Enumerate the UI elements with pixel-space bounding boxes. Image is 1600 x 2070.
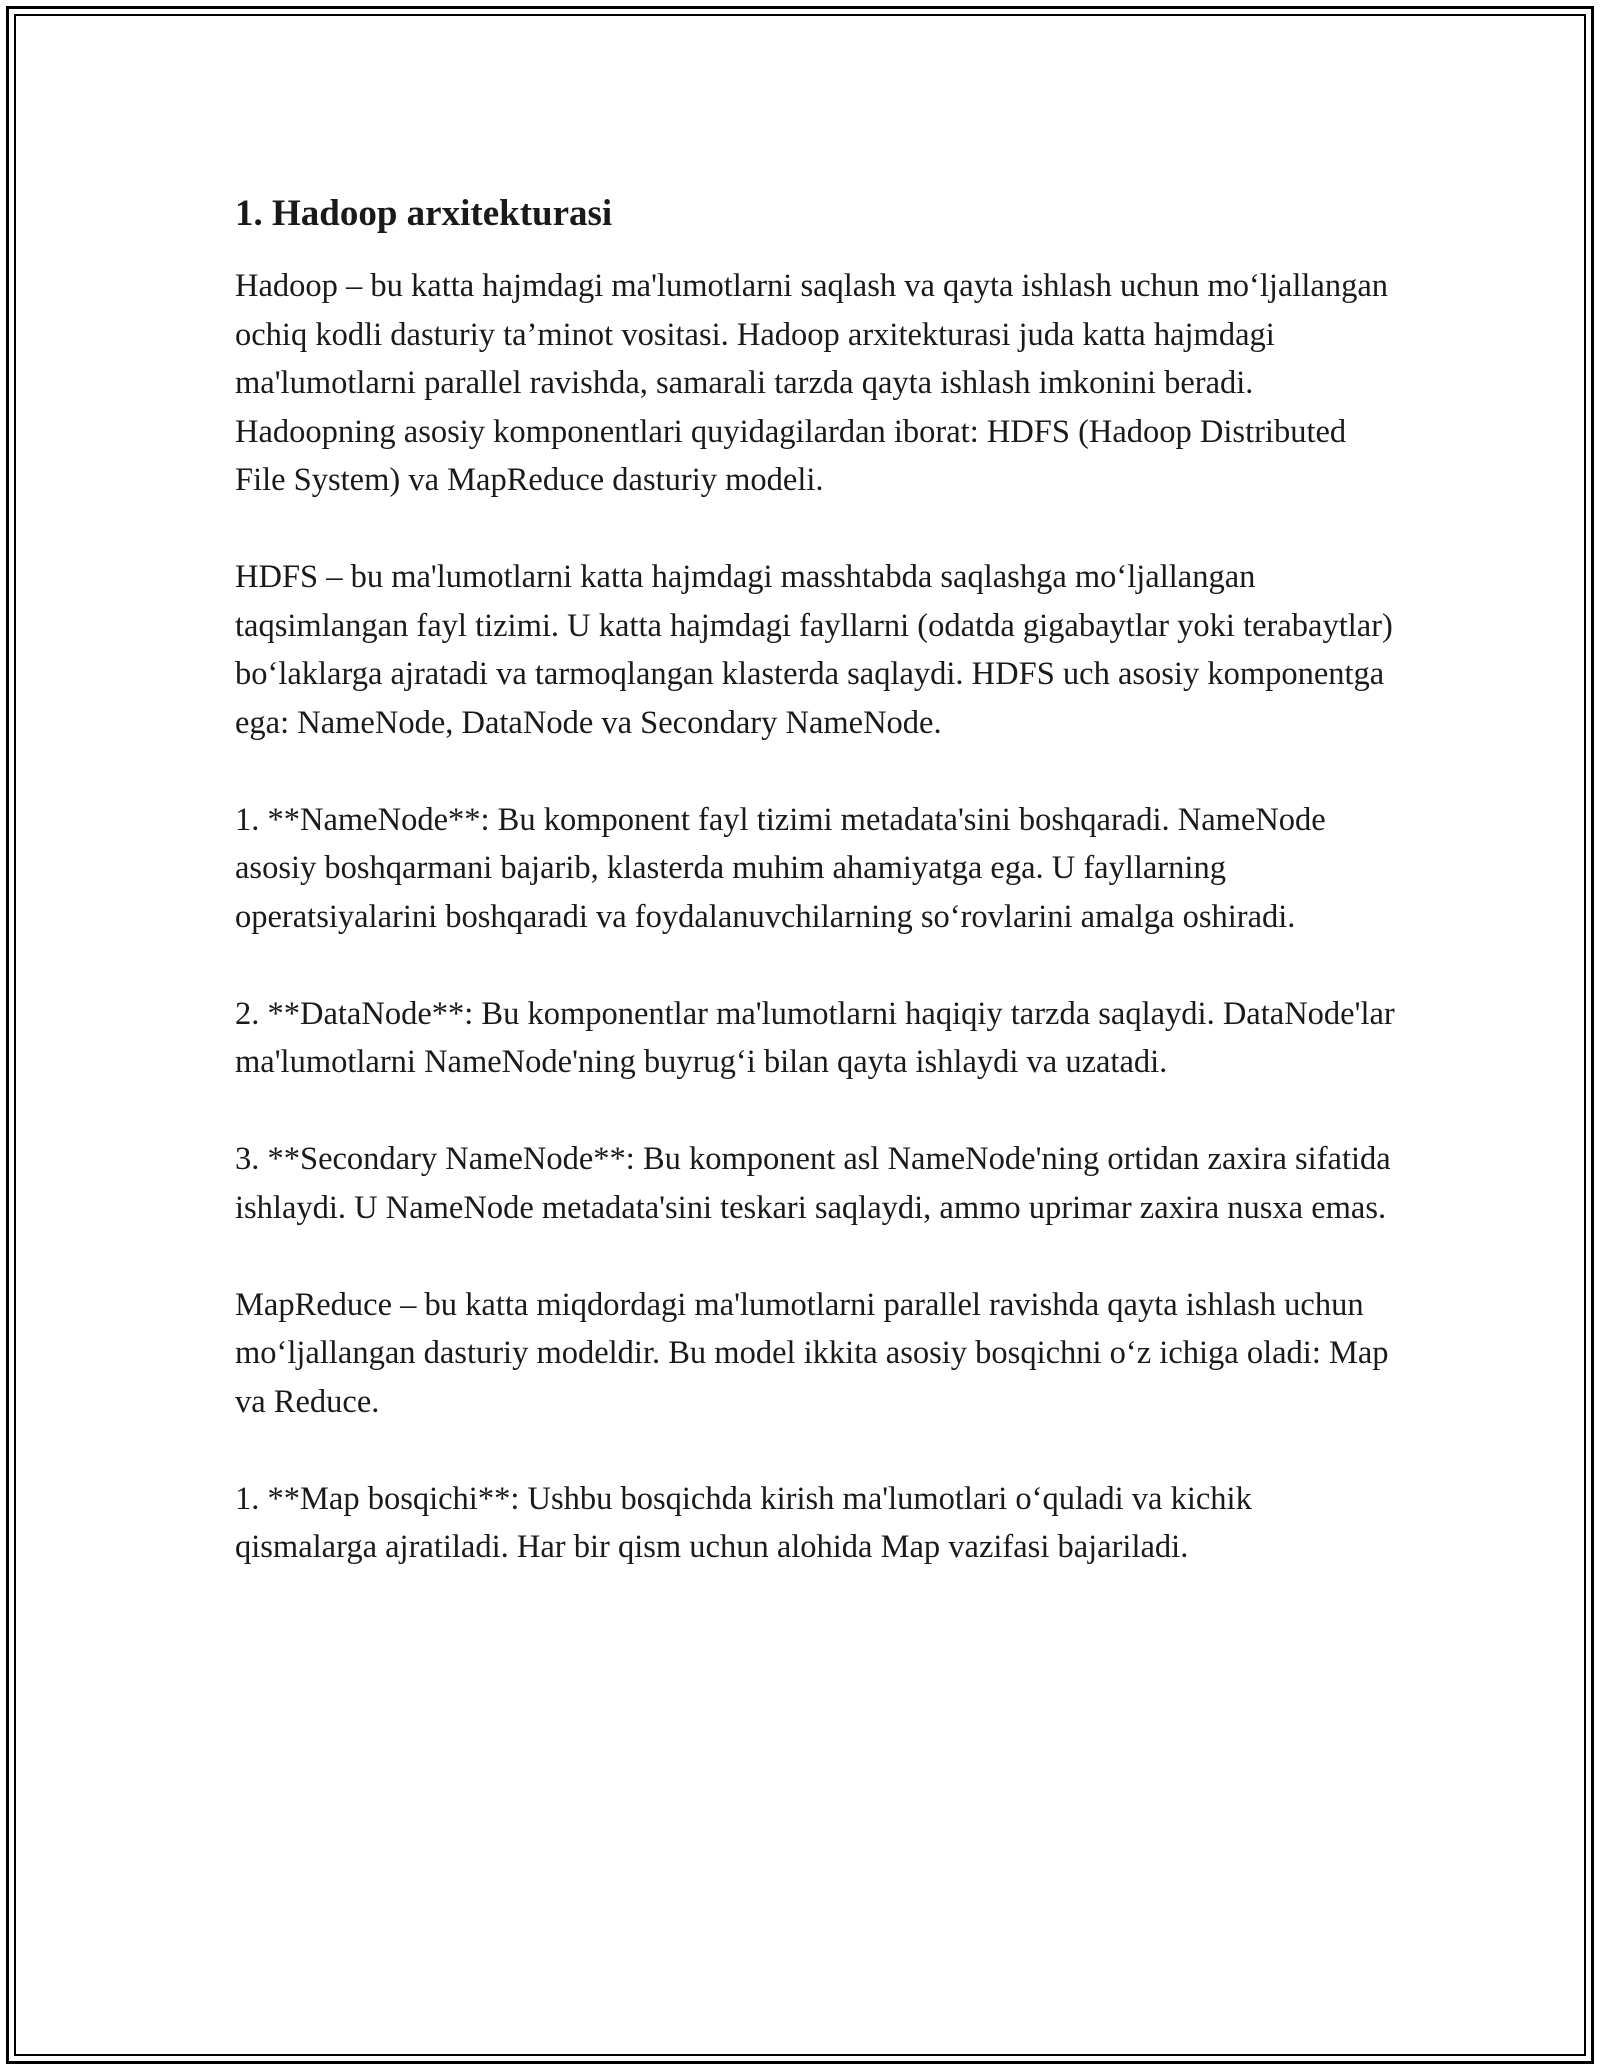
paragraph-map-stage: 1. **Map bosqichi**: Ushbu bosqichda kirish ma'lumotlari o‘quladi va kichik qismalarga ajratiladi. Har bir qism uchun alohida Map vazifasi bajariladi. [235,1480,1252,1565]
section-heading: 1. Hadoop arxitekturasi [235,193,613,234]
paragraph-mapreduce: MapReduce – bu katta miqdordagi ma'lumotlarni parallel ravishda qayta ishlash uchun mo‘ljallangan dasturiy modeldir. Bu model ikkita asosiy bosqichni o‘z ichiga oladi: Map va Reduce. [235,1286,1389,1420]
paragraph-secondary-namenode: 3. **Secondary NameNode**: Bu komponent asl NameNode'ning ortidan zaxira sifatida ishlaydi. U NameNode metadata'sini teskari saqlaydi, ammo uprimar zaxira nusxa emas. [235,1141,1391,1226]
paragraph-hdfs: HDFS – bu ma'lumotlarni katta hajmdagi masshtabda saqlashga mo‘ljallangan taqsimlangan fayl tizimi. U katta hajmdagi fayllarni (odatda gigabaytlar yoki terabaytlar) bo‘laklarga ajratadi va tarmoqlangan klasterda saqlaydi. HDFS uch asosiy komponentga ega: NameNode, DataNode va Secondary NameNode. [235,559,1393,741]
paragraph-namenode: 1. **NameNode**: Bu komponent fayl tizimi metadata'sini boshqaradi. NameNode asosiy boshqarmani bajarib, klasterda muhim ahamiyatga ega. U fayllarning operatsiyalarini boshqaradi va foydalanuvchilarning so‘rovlarini amalga oshiradi. [235,801,1326,935]
paragraph-hadoop-intro: Hadoop – bu katta hajmdagi ma'lumotlarni saqlash va qayta ishlash uchun mo‘ljallangan ochiq kodli dasturiy ta’minot vositasi. Hadoop arxitekturasi juda katta hajmdagi ma'lumotlarni parallel ravishda, samarali tarzda qayta ishlash imkonini beradi. Hadoopning asosiy komponentlari quyidagilardan iborat: HDFS (Hadoop Distributed File System) va MapReduce dasturiy modeli. [235,268,1389,498]
document-body [235,188,1395,1572]
paragraph-datanode: 2. **DataNode**: Bu komponentlar ma'lumotlarni haqiqiy tarzda saqlaydi. DataNode'lar ma'lumotlarni NameNode'ning buyrug‘i bilan qayta ishlaydi va uzatadi. [235,995,1395,1080]
